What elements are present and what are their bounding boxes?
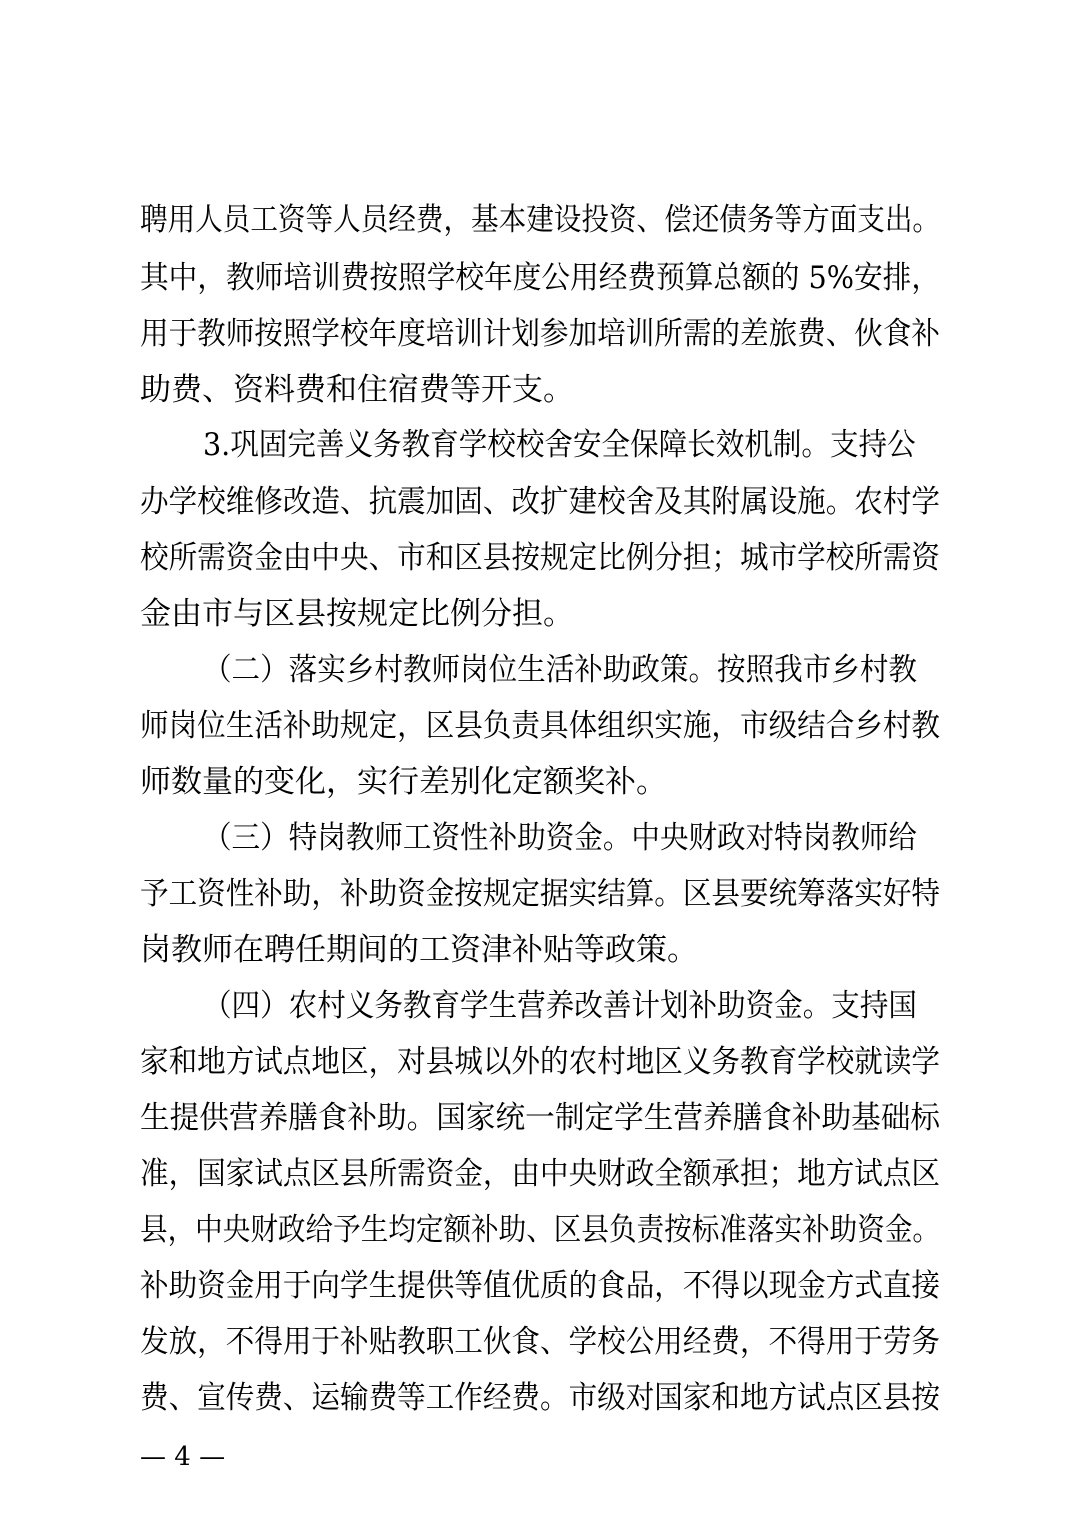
section-heading-line: （二）落实乡村教师岗位生活补助政策。按照我市乡村教: [203, 652, 917, 688]
paragraph-first-line: 3.巩固完善义务教育学校校舍安全保障长效机制。支持公: [203, 427, 916, 463]
section-heading-line: （三）特岗教师工资性补助资金。中央财政对特岗教师给: [203, 820, 917, 856]
body-text-line: 生提供营养膳食补助。国家统一制定学生营养膳食补助基础标: [140, 1100, 940, 1136]
body-text-line: 聘用人员工资等人员经费，基本建设投资、偿还债务等方面支出。: [140, 202, 940, 238]
body-text-line: 准，国家试点区县所需资金，由中央财政全额承担；地方试点区: [140, 1156, 940, 1192]
body-text-line: 予工资性补助，补助资金按规定据实结算。区县要统筹落实好特: [140, 876, 940, 912]
body-text-line: 家和地方试点地区，对县城以外的农村地区义务教育学校就读学: [140, 1044, 940, 1080]
body-text-line: 费、宣传费、运输费等工作经费。市级对国家和地方试点区县按: [140, 1380, 940, 1416]
body-text-line: 师数量的变化，实行差别化定额奖补。: [140, 764, 667, 800]
page-number: — 4 —: [140, 1442, 226, 1472]
body-text-line: 助费、资料费和住宿费等开支。: [140, 372, 574, 408]
body-text-line: 校所需资金由中央、市和区县按规定比例分担；城市学校所需资: [140, 540, 940, 576]
body-text-line: 补助资金用于向学生提供等值优质的食品，不得以现金方式直接: [140, 1268, 940, 1304]
body-text-line: 师岗位生活补助规定，区县负责具体组织实施，市级结合乡村教: [140, 708, 940, 744]
body-text-line: 岗教师在聘任期间的工资津补贴等政策。: [140, 932, 698, 968]
body-text-line: 县，中央财政给予生均定额补助、区县负责按标准落实补助资金。: [140, 1212, 940, 1248]
body-text-line: 金由市与区县按规定比例分担。: [140, 596, 574, 632]
body-text-line: 用于教师按照学校年度培训计划参加培训所需的差旅费、伙食补: [140, 316, 940, 352]
body-text-line: 发放，不得用于补贴教职工伙食、学校公用经费，不得用于劳务: [140, 1324, 940, 1360]
section-heading-line: （四）农村义务教育学生营养改善计划补助资金。支持国: [203, 988, 917, 1024]
body-text-line: 办学校维修改造、抗震加固、改扩建校舍及其附属设施。农村学: [140, 484, 940, 520]
body-text-line: 其中，教师培训费按照学校年度公用经费预算总额的 5%安排，: [140, 260, 941, 296]
